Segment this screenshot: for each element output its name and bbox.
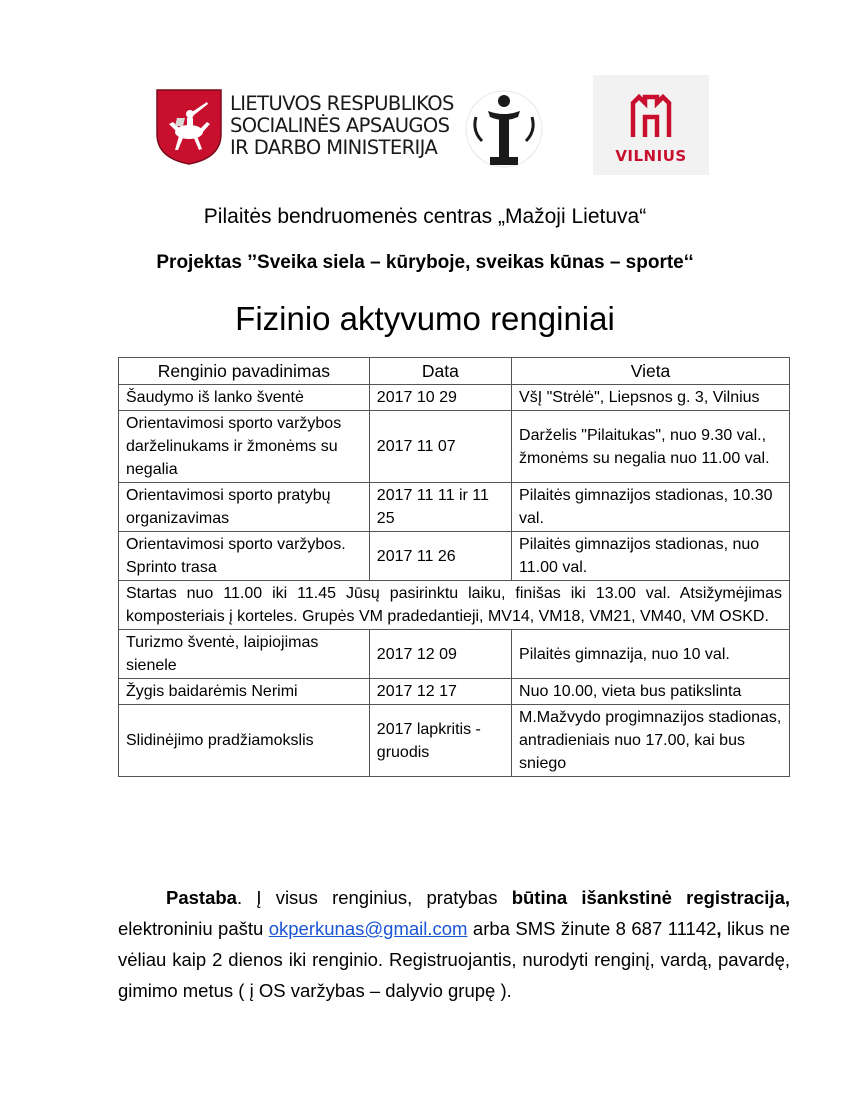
ministry-line-3: IR DARBO MINISTERIJA bbox=[230, 136, 438, 159]
ministry-emblem-icon bbox=[458, 87, 550, 177]
ministry-line-1: LIETUVOS RESPUBLIKOS bbox=[230, 92, 454, 115]
event-name: Orientavimosi sporto varžybos darželinukams ir žmonėms su negalia bbox=[119, 411, 370, 483]
table-header-row bbox=[119, 358, 790, 385]
note-text: likus ne vėliau kaip 2 dienos iki renginio. Registruojantis, nurodyti renginį, vardą, pavardę, gimimo metus ( į OS varžybas – dalyvio grupę ). bbox=[118, 918, 790, 1001]
table-row bbox=[119, 581, 790, 630]
event-name: Turizmo šventė, laipiojimas sienele bbox=[119, 630, 370, 679]
event-place: Darželis "Pilaitukas", nuo 9.30 val., žmonėms su negalia nuo 11.00 val. bbox=[512, 411, 790, 483]
header-logos bbox=[150, 75, 710, 185]
note-text: arba SMS žinute 8 687 11142 bbox=[467, 918, 717, 939]
organization-name: Pilaitės bendruomenės centras „Mažoji Lietuva“ bbox=[203, 205, 647, 228]
events-table bbox=[118, 357, 790, 777]
event-date: 2017 12 09 bbox=[369, 630, 511, 679]
event-place: VšĮ "Strėlė", Liepsnos g. 3, Vilnius bbox=[512, 385, 790, 411]
note-comma: , bbox=[716, 918, 722, 939]
table-row bbox=[119, 630, 790, 679]
table-row bbox=[119, 705, 790, 777]
event-note: Startas nuo 11.00 iki 11.45 Jūsų pasirinktu laiku, finišas iki 13.00 val. Atsižymėjimas komposteriais į korteles. Grupės VM pradedantieji, MV14, VM18, VM21, VM40, VM OSKD. bbox=[119, 581, 790, 630]
note-text: elektroniniu paštu bbox=[118, 918, 269, 939]
table-row bbox=[119, 532, 790, 581]
event-date: 2017 11 26 bbox=[369, 532, 511, 581]
coat-of-arms-icon bbox=[155, 88, 223, 166]
table-row bbox=[119, 483, 790, 532]
column-header: Vieta bbox=[512, 358, 790, 385]
event-date: 2017 11 11 ir 11 25 bbox=[369, 483, 511, 532]
registration-note bbox=[118, 882, 790, 1006]
note-label: Pastaba bbox=[166, 887, 237, 908]
event-place: Pilaitės gimnazija, nuo 10 val. bbox=[512, 630, 790, 679]
table-row bbox=[119, 385, 790, 411]
event-name: Orientavimosi sporto pratybų organizavimas bbox=[119, 483, 370, 532]
column-header: Data bbox=[369, 358, 511, 385]
event-place: Pilaitės gimnazijos stadionas, 10.30 val. bbox=[512, 483, 790, 532]
event-date: 2017 10 29 bbox=[369, 385, 511, 411]
table-row bbox=[119, 679, 790, 705]
event-date: 2017 11 07 bbox=[369, 411, 511, 483]
castle-tower-icon bbox=[629, 93, 673, 139]
project-title: Projektas ’’Sveika siela – kūryboje, sveikas kūnas – sporte‘‘ bbox=[156, 252, 694, 273]
page-title: Fizinio aktyvumo renginiai bbox=[235, 300, 615, 337]
event-place: M.Mažvydo progimnazijos stadionas, antradieniais nuo 17.00, kai bus sniego bbox=[512, 705, 790, 777]
event-place: Nuo 10.00, vieta bus patikslinta bbox=[512, 679, 790, 705]
column-header: Renginio pavadinimas bbox=[119, 358, 370, 385]
table-row bbox=[119, 411, 790, 483]
vilnius-logo bbox=[593, 75, 709, 175]
event-name: Šaudymo iš lanko šventė bbox=[119, 385, 370, 411]
event-place: Pilaitės gimnazijos stadionas, nuo 11.00 val. bbox=[512, 532, 790, 581]
ministry-name bbox=[230, 93, 454, 159]
email-link[interactable]: okperkunas@gmail.com bbox=[268, 918, 468, 939]
note-text: . Į visus renginius, pratybas bbox=[236, 887, 512, 908]
event-date: 2017 lapkritis - gruodis bbox=[369, 705, 511, 777]
event-date: 2017 12 17 bbox=[369, 679, 511, 705]
event-name: Orientavimosi sporto varžybos. Sprinto trasa bbox=[119, 532, 370, 581]
ministry-line-2: SOCIALINĖS APSAUGOS bbox=[230, 114, 450, 137]
event-name: Slidinėjimo pradžiamokslis bbox=[119, 705, 370, 777]
note-emphasis: būtina išankstinė registracija, bbox=[511, 887, 790, 908]
vilnius-label: VILNIUS bbox=[615, 147, 687, 165]
event-name: Žygis baidarėmis Nerimi bbox=[119, 679, 370, 705]
